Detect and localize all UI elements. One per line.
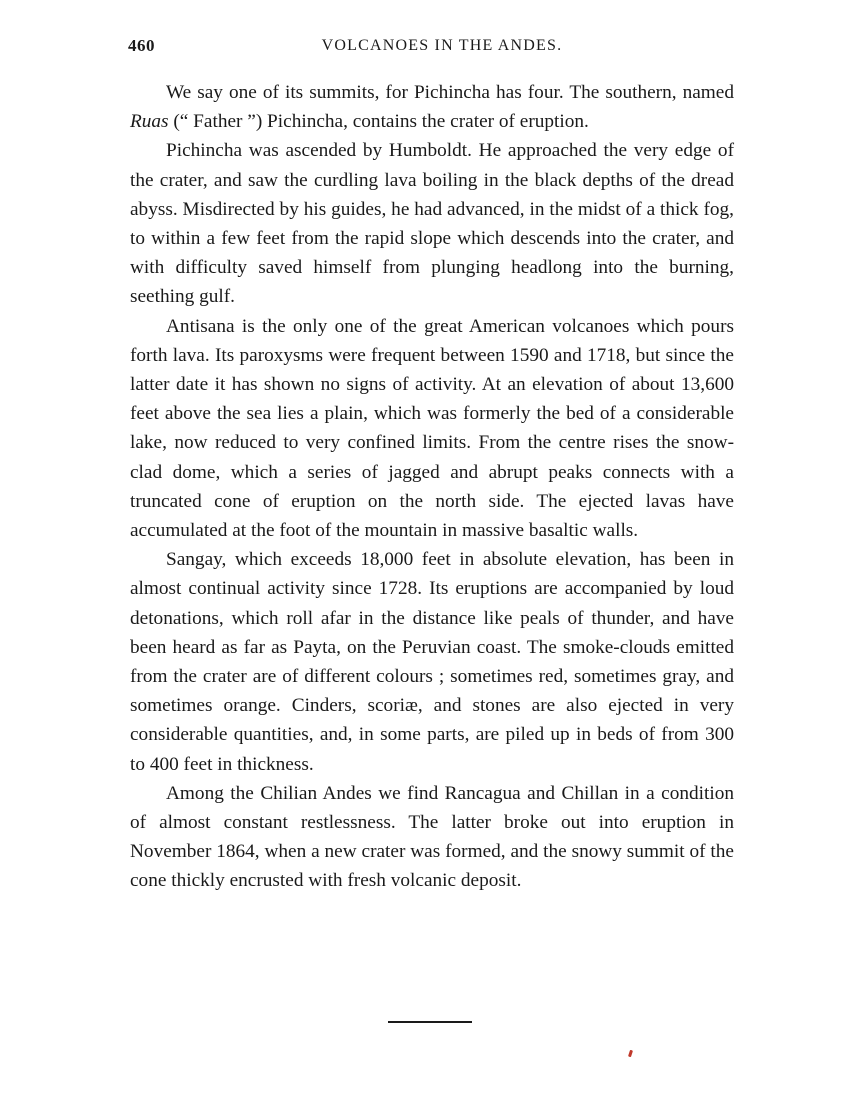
paragraph-text: We say one of its summits, for Pichincha has four. The southern, named [166,82,734,103]
paragraph-sangay: Sangay, which exceeds 18,000 feet in absolute elevation, has been in almost continual activity since 1728. Its eruptions are accompanied by loud detonations, which roll afar in the distance like peals of thunder, and have been heard as far as Payta, on the Peruvian coast. The smoke-clouds emitted from the crater are of different colours ; sometimes red, sometimes gray, and sometimes orange. Cinders, scoriæ, and stones are also ejected in very considerable quantities, and, in some parts, are piled up in beds of from 300 to 400 feet in thickness. [130,549,734,775]
page-header [128,36,736,58]
running-head: VOLCANOES IN THE ANDES. [321,37,563,54]
section-end-rule [388,1021,472,1023]
paragraph-pichincha-summits [130,78,734,136]
page-number: 460 [128,36,155,55]
paragraph-humboldt: Pichincha was ascended by Humboldt. He approached the very edge of the crater, and saw the curdling lava boiling in the black depths of the dread abyss. Misdirected by his guides, he had advanced, in the midst of a thick fog, to within a few feet from the rapid slope which descends into the crater, and with difficulty saved himself from plunging headlong into the burning, seething gulf. [130,140,734,308]
emphasis-ruas: Ruas [130,111,169,133]
paragraph-chilian-andes: Among the Chilian Andes we find Rancagua and Chillan in a condition of almost constant restlessness. The latter broke out into eruption in November 1864, when a new crater was formed, and the snowy summit of the cone thickly encrusted with fresh volcanic deposit. [130,782,734,892]
paragraph-antisana: Antisana is the only one of the great American volcanoes which pours forth lava. Its paroxysms were frequent between 1590 and 1718, but since the latter date it has shown no signs of activity. At an elevation of about 13,600 feet above the sea lies a plain, which was formerly the bed of a considerable lake, now reduced to very confined limits. From the centre rises the snow-clad dome, which a series of jagged and abrupt peaks connects with a truncated cone of eruption on the north side. The ejected lavas have accumulated at the foot of the mountain in massive basaltic walls. [130,315,734,542]
paragraph-text-after: (“ Father ”) Pichincha, contains the crater of eruption. [168,111,589,133]
ink-speck [628,1050,633,1058]
body-text [130,78,734,896]
